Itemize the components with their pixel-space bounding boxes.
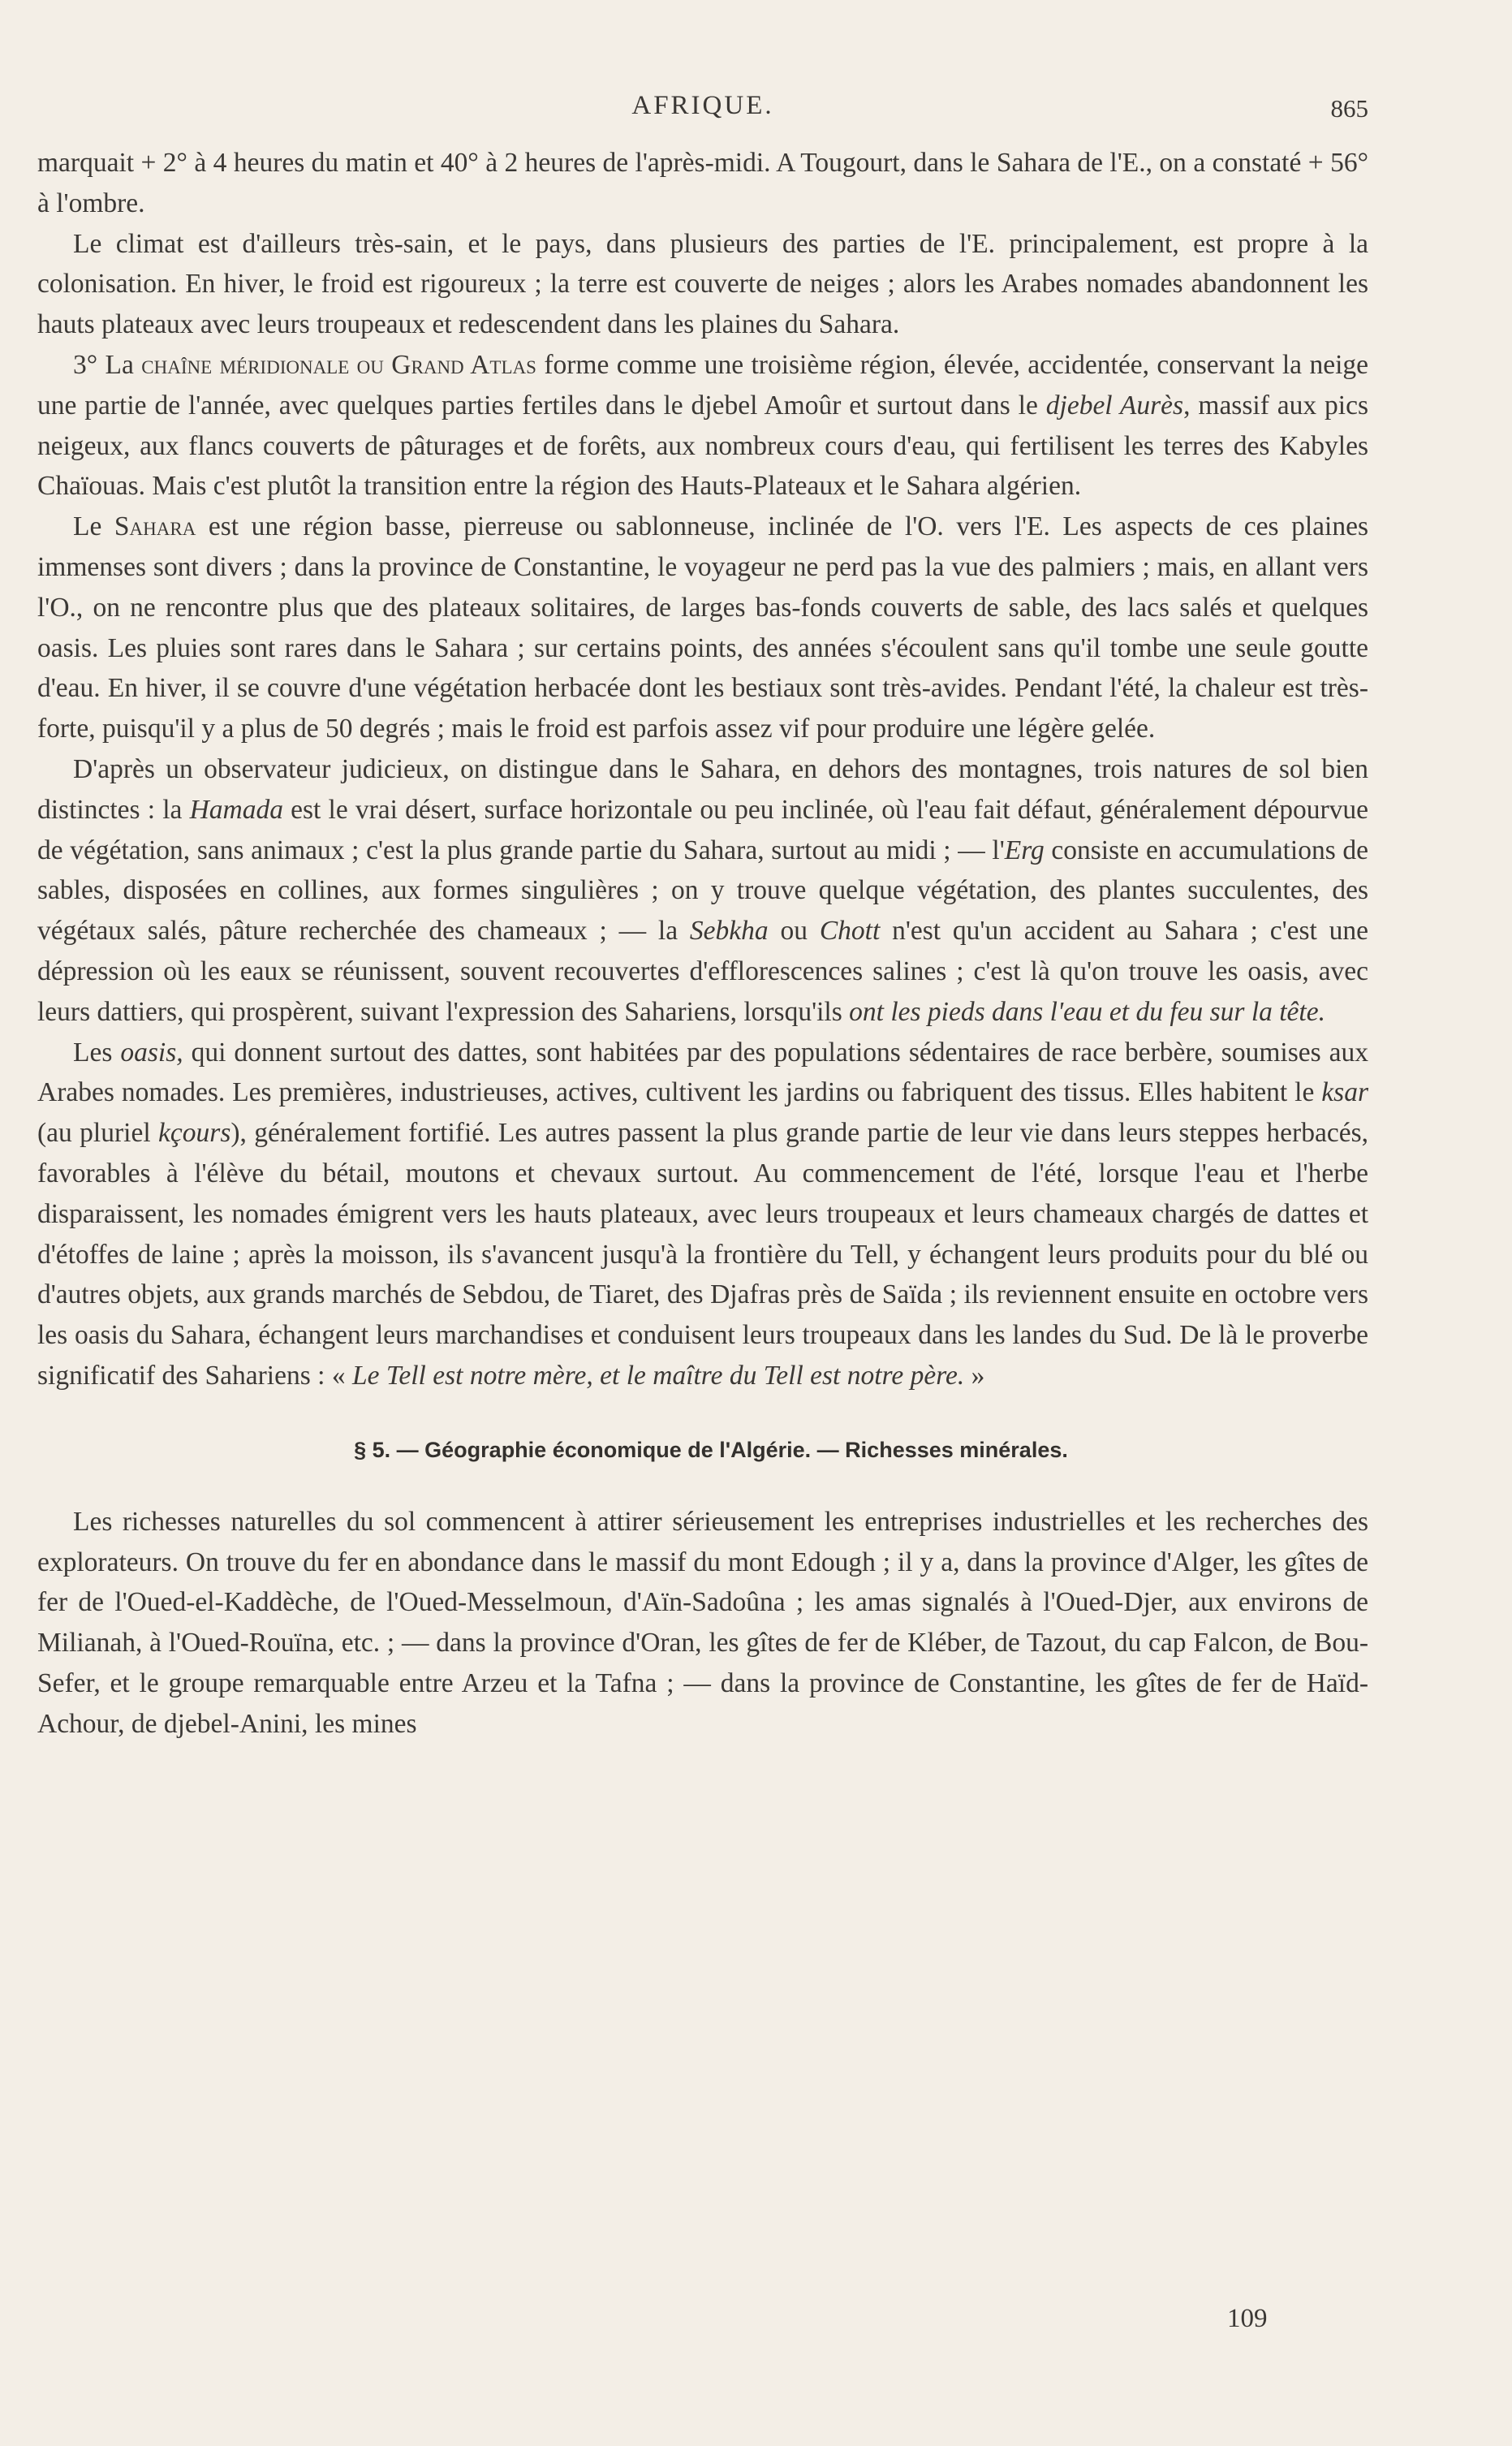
term-sebkha: Sebkha (689, 916, 769, 947)
paragraph-6-text: Les (73, 1037, 121, 1068)
paragraph-5-text: D'après un observateur judicieux, on distingue dans le Sahara, en dehors des montagnes, trois natures de sol bien distinctes : la (37, 753, 1368, 825)
term-kcours: kçours (158, 1118, 231, 1149)
page-number: 865 (1330, 94, 1368, 123)
term-chott: Chott (819, 916, 881, 947)
section-heading: § 5. — Géographie économique de l'Algérie. — Richesses minérales. (354, 1437, 1068, 1462)
paragraph-6-text: qui donnent surtout des dattes, sont habitées par des populations sédentaires de race berbère, soumises aux Arabes nomades. Les premières, industrieuses, actives, cultivent les jardins ou fabriquent des tissus. Elles habitent le (37, 1037, 1368, 1108)
proverb-quote: Le Tell est notre mère, et le maître du Tell est notre père. (351, 1360, 965, 1391)
quote-pieds-dans-l-eau: ont les pieds dans l'eau et du feu sur la tête. (849, 996, 1325, 1027)
paragraph-6-text: ), généralement fortifié. Les autres passent la plus grande partie de leur vie dans leurs steppes herbacés, favorables à l'élève du bétail, moutons et chevaux surtout. Au commencement de l'été, lorsque l'eau et l'herbe disparaissent, les nomades émigrent vers les hauts plateaux, avec leurs troupeaux et leurs chameaux chargés de dattes et d'étoffes de laine ; après la moisson, ils s'avancent jusqu'à la frontière du Tell, y échangent leurs produits pour du blé ou d'autres objets, aux grands marchés de Sebdou, de Tiaret, des Djafras près de Saïda ; ils reviennent ensuite en octobre vers les oasis du Sahara, échangent leurs marchandises et conduisent leurs troupeaux dans les landes du Sud. De là le proverbe significatif des Sahariens : « (37, 1118, 1368, 1391)
paragraph-5-text: n'est qu'un accident au Sahara ; c'est une dépression où les eaux se réunissent, souvent recouvertes d'efflorescences salines ; c'est là qu'on trouve les oasis, avec leurs dattiers, qui prospèrent, suivant l'expression des Sahariens, lorsqu'ils (37, 916, 1369, 1027)
term-djebel-aures: djebel Aurès (1045, 390, 1184, 421)
paragraph-5 (37, 749, 1368, 1033)
term-grand-atlas: chaîne méridionale ou Grand Atlas (141, 349, 536, 380)
term-hamada: Hamada (189, 794, 283, 825)
paragraph-6 (37, 1033, 1368, 1396)
paragraph-3-text: forme comme une troisième région, élevée, accidentée, conservant la neige une partie de l'année, avec quelques parties fertiles dans le djebel Amoûr et surtout dans le (37, 349, 1368, 421)
paragraph-5-text: consiste en accumulations de sables, disposées en collines, aux formes singulières ; on y trouve quelque végétation, des plantes succulentes, des végétaux salés, pâture recherchée des chameaux ; — la (37, 835, 1369, 947)
paragraph-3-text: 3° La (73, 349, 142, 380)
signature-mark: 109 (1227, 2304, 1268, 2333)
paragraph-3 (37, 345, 1368, 507)
term-oasis: oasis, (120, 1037, 183, 1068)
running-title: AFRIQUE. (631, 91, 774, 120)
paragraph-3-text: , massif aux pics neigeux, aux flancs couverts de pâturages et de forêts, aux nombreux cours d'eau, qui fertilisent les terres des Kabyles Chaïouas. Mais c'est plutôt la transition entre la région des Hauts-Plateaux et le Sahara algérien. (37, 390, 1369, 502)
paragraph-7: Les richesses naturelles du sol commencent à attirer sérieusement les entreprises industrielles et les recherches des explorateurs. On trouve du fer en abondance dans le massif du mont Edough ; il y a, dans la province d'Alger, les gîtes de fer de l'Oued-el-Kaddèche, de l'Oued-Messelmoun, d'Aïn-Sadoûna ; les amas signalés à l'Oued-Djer, aux environs de Milianah, à l'Oued-Rouïna, etc. ; — dans la province d'Oran, les gîtes de fer de Kléber, de Tazout, du cap Falcon, de Bou-Sefer, et le groupe remarquable entre Arzeu et la Tafna ; — dans la province de Constantine, les gîtes de fer de Haïd-Achour, de djebel-Anini, les mines (37, 1506, 1368, 1739)
paragraph-6-text: (au pluriel (37, 1118, 159, 1149)
term-ksar: ksar (1321, 1077, 1368, 1108)
paragraph-4 (37, 507, 1368, 749)
paragraph-4-text: Le (73, 511, 114, 542)
paragraph-5-text: ou (768, 916, 820, 947)
paragraph-1: marquait + 2° à 4 heures du matin et 40° à 2 heures de l'après-midi. A Tougourt, dans le Sahara de l'E., on a constaté + 56° à l'ombre. (37, 148, 1368, 218)
paragraph-2: Le climat est d'ailleurs très-sain, et le pays, dans plusieurs des parties de l'E. principalement, est propre à la colonisation. En hiver, le froid est rigoureux ; la terre est couverte de neiges ; alors les Arabes nomades abandonnent les hauts plateaux avec leurs troupeaux et redescendent dans les plaines du Sahara. (37, 228, 1368, 340)
running-head (37, 91, 1368, 127)
paragraph-6-text: » (964, 1360, 985, 1391)
term-erg: Erg (1004, 835, 1045, 865)
body-text (37, 143, 1368, 1744)
term-sahara: Sahara (114, 511, 196, 542)
paragraph-4-text: est une région basse, pierreuse ou sablonneuse, inclinée de l'O. vers l'E. Les aspects de ces plaines immenses sont divers ; dans la province de Constantine, le voyageur ne perd pas la vue des palmiers ; mais, en allant vers l'O., on ne rencontre plus que des plateaux solitaires, de larges bas-fonds couverts de sable, des lacs salés et quelques oasis. Les pluies sont rares dans le Sahara ; sur certains points, des années s'écoulent sans qu'il tombe une seule goutte d'eau. En hiver, il se couvre d'une végétation herbacée dont les bestiaux sont très-avides. Pendant l'été, la chaleur est très-forte, puisqu'il y a plus de 50 degrés ; mais le froid est parfois assez vif pour produire une légère gelée. (37, 511, 1368, 744)
paragraph-5-text: est le vrai désert, surface horizontale ou peu inclinée, où l'eau fait défaut, généralement dépourvue de végétation, sans animaux ; c'est la plus grande partie du Sahara, surtout au midi ; — l' (37, 794, 1368, 865)
